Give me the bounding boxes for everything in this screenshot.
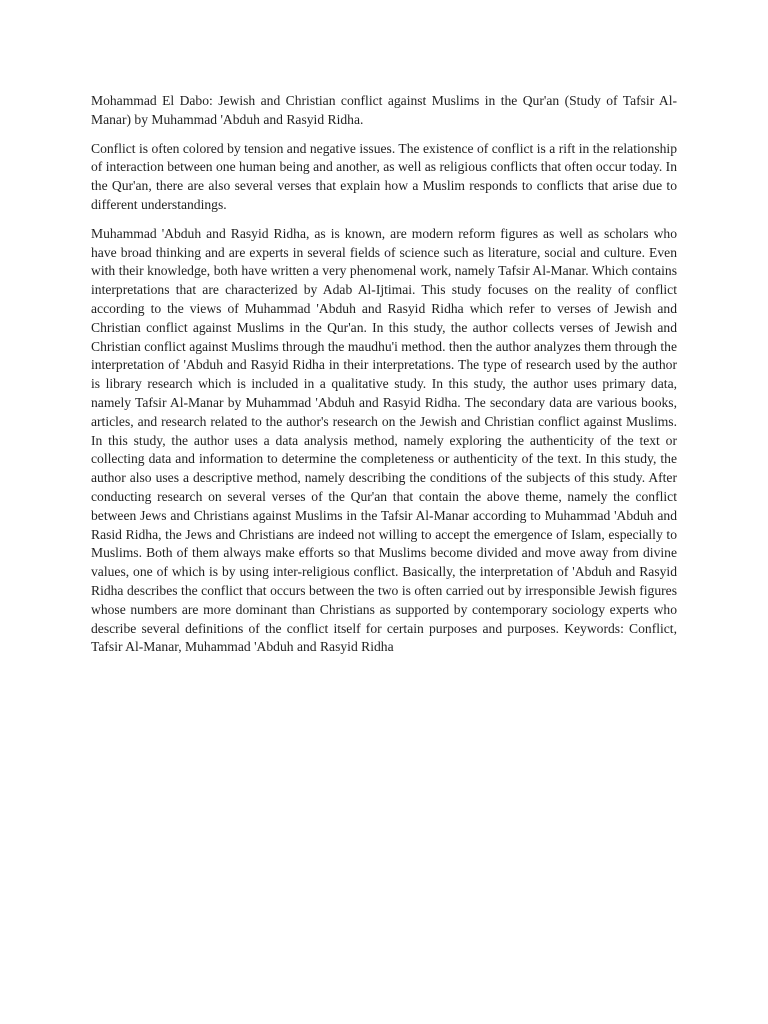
document-title-line: Mohammad El Dabo: Jewish and Christian conflict against Muslims in the Qur'an (Study of Tafsir Al-Manar) by Muhammad 'Abduh and Rasyid Ridha.	[91, 93, 677, 127]
paragraph-introduction: Conflict is often colored by tension and negative issues. The existence of conflict is a rift in the relationship of interaction between one human being and another, as well as religious conflicts that often occur today. In the Qur'an, there are also several verses that explain how a Muslim responds to conflicts that arise due to different understandings.	[91, 140, 677, 212]
document-body	[91, 92, 677, 667]
paragraph-abstract: Muhammad 'Abduh and Rasyid Ridha, as is known, are modern reform figures as well as scholars who have broad thinking and are experts in several fields of science such as literature, social and culture. Even with their knowledge, both have written a very phenomenal work, namely Tafsir Al-Manar. Which contains interpretations that are characterized by Adab Al-Ijtimai. This study focuses on the reality of conflict according to the views of Muhammad 'Abduh and Rasyid Ridha which refer to verses of Jewish and Christian conflict against Muslims in the Qur'an. In this study, the author collects verses of Jewish and Christian conflict against Muslims through the maudhu'i method. then the author analyzes them through the interpretation of 'Abduh and Rasyid Ridha in their interpretations. The type of research used by the author is library research which is included in a qualitative study. In this study, the author uses primary data, namely Tafsir Al-Manar by Muhammad 'Abduh and Rasyid Ridha. The secondary data are various books, articles, and research related to the author's research on the Jewish and Christian conflict against Muslims. In this study, the author uses a data analysis method, namely exploring the authenticity of the text or collecting data and information to determine the completeness or authenticity of the text. In this study, the author also uses a descriptive method, namely describing the conditions of the subjects of this study. After conducting research on several verses of the Qur'an that contain the above theme, namely the conflict between Jews and Christians against Muslims in the Tafsir Al-Manar according to Muhammad 'Abduh and Rasid Ridha, the Jews and Christians are indeed not willing to accept the emergence of Islam, especially to Muslims. Both of them always make efforts so that Muslims become divided and move away from divine values, one of which is by using inter-religious conflict. Basically, the interpretation of 'Abduh and Rasyid Ridha describes the conflict that occurs between the two is often carried out by irresponsible Jewish figures whose numbers are more dominant than Christians as supported by contemporary sociology experts who describe several definitions of the conflict itself for certain purposes and purposes. Keywords: Conflict, Tafsir Al-Manar, Muhammad 'Abduh and Rasyid Ridha	[91, 225, 677, 655]
